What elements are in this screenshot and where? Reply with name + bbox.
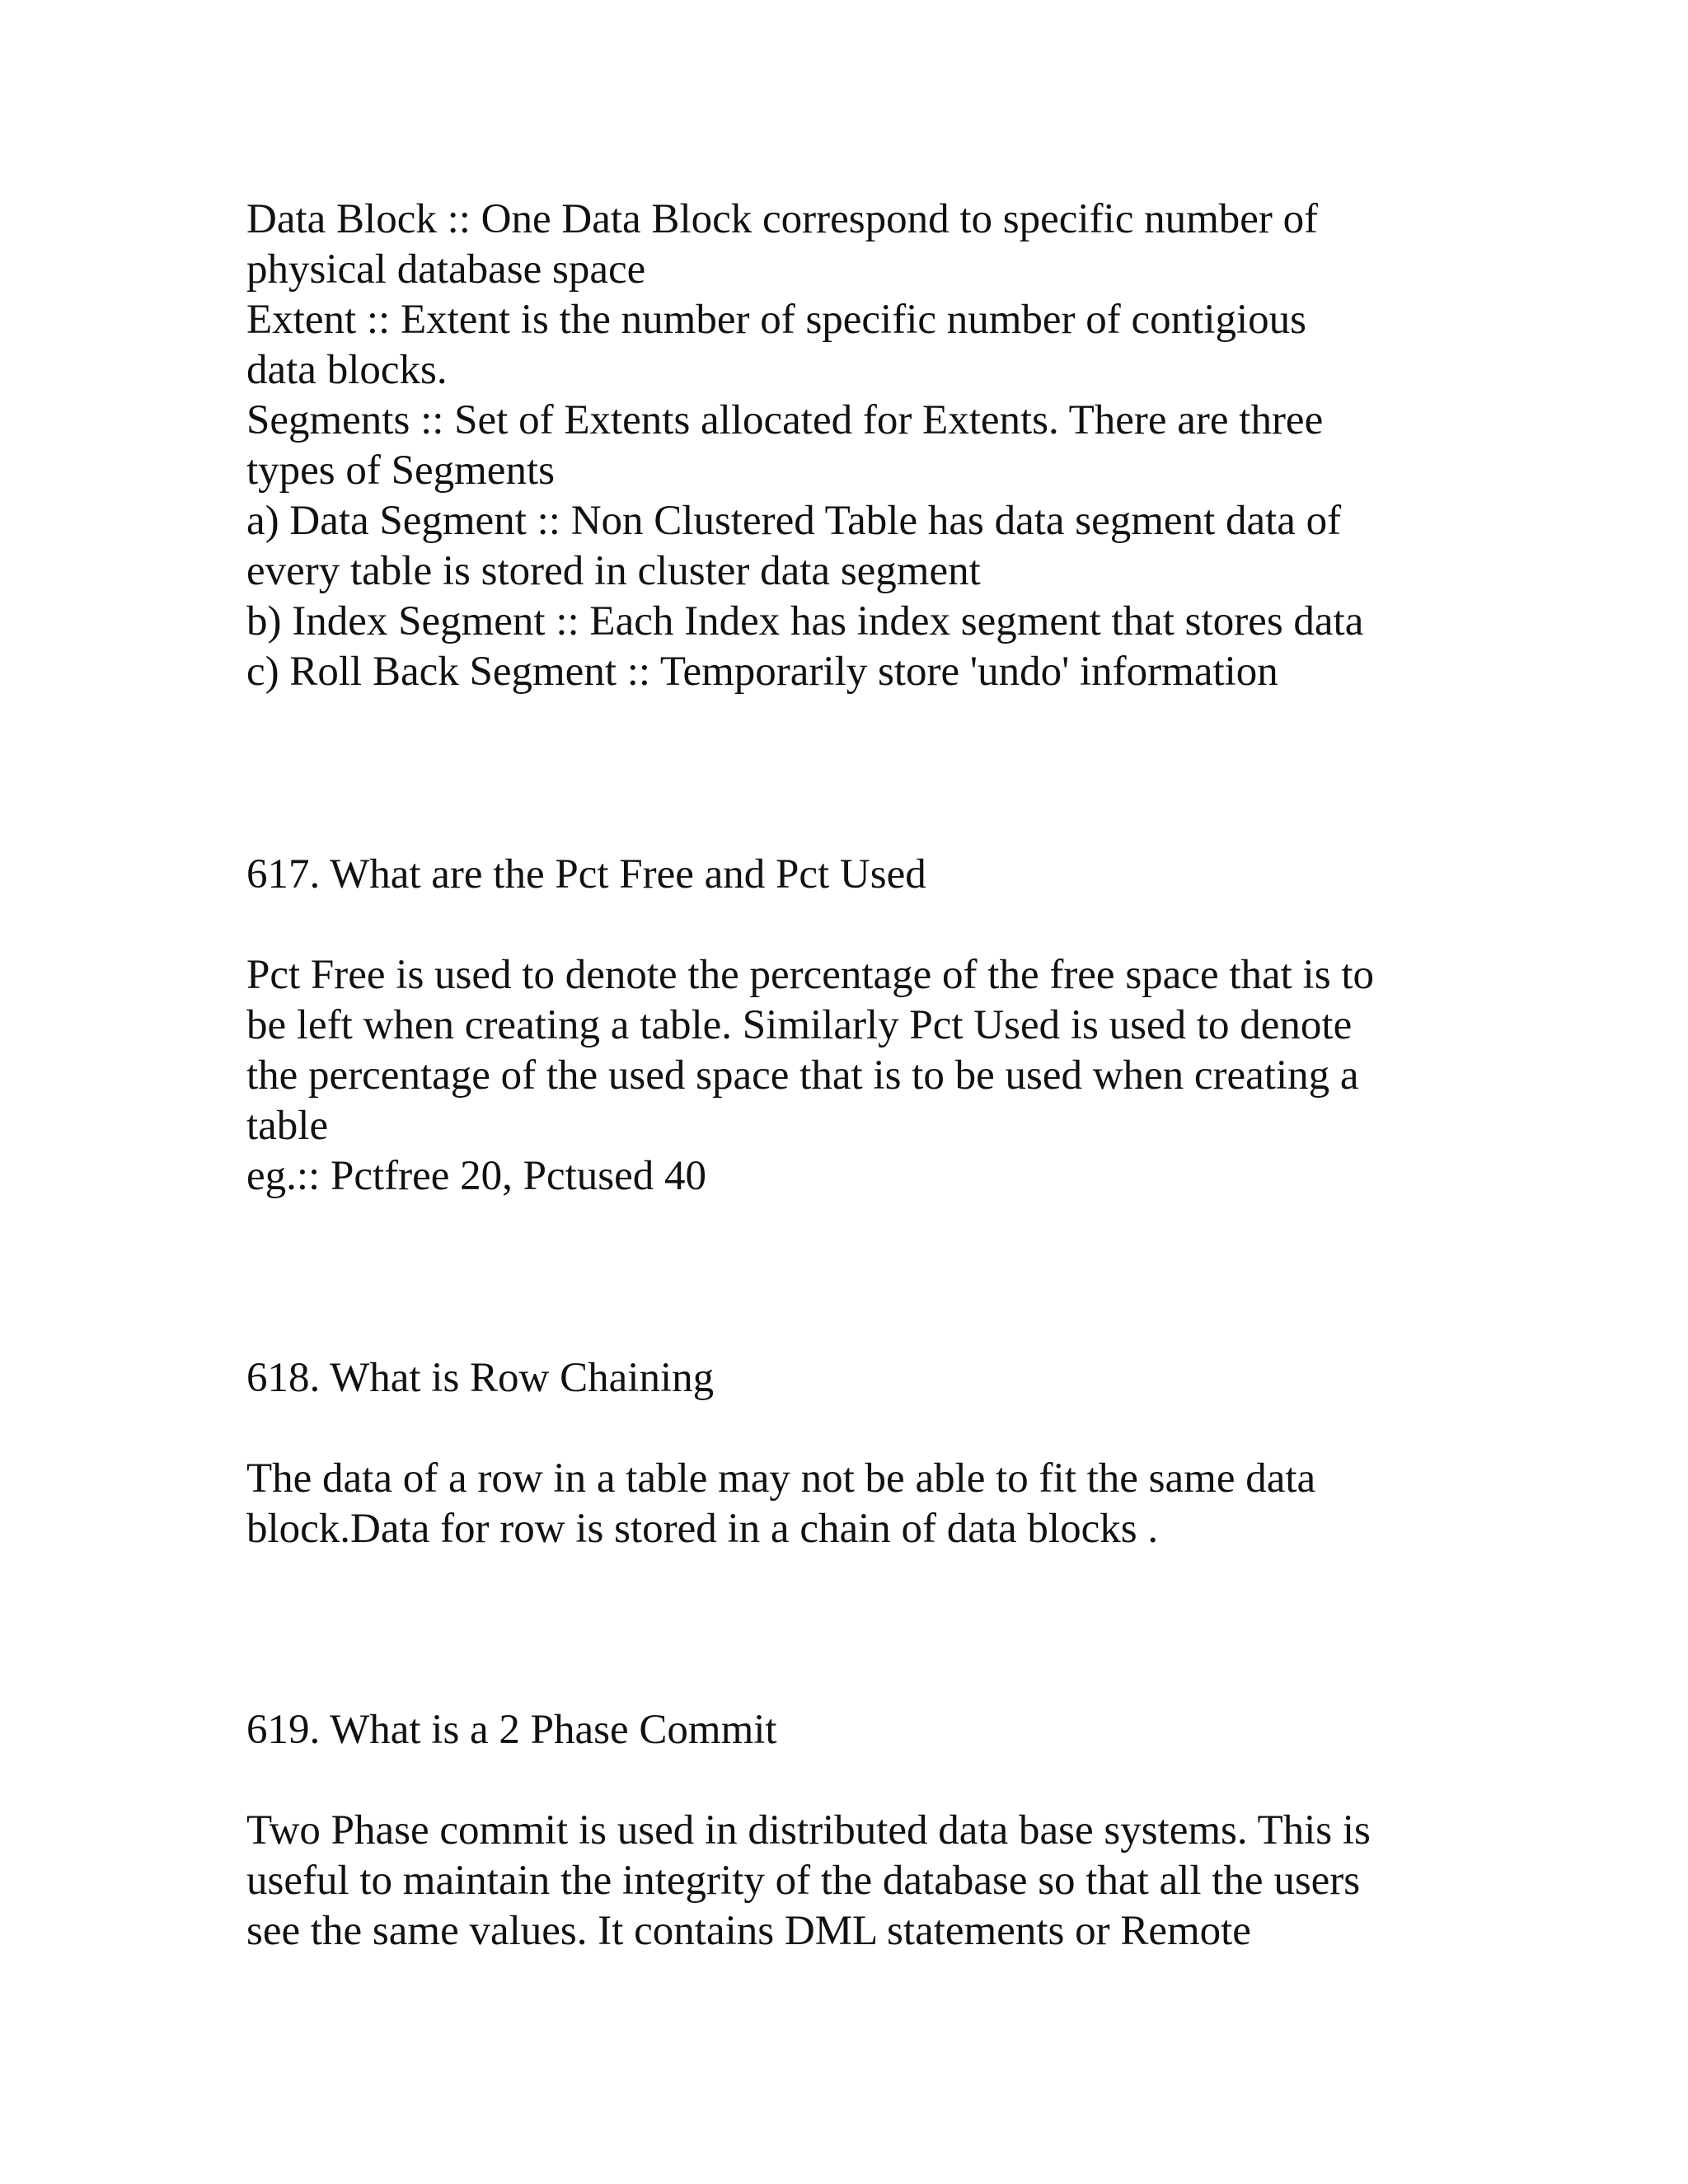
text-line: useful to maintain the integrity of the database so that all the users [246, 1858, 1361, 1904]
text-line: b) Index Segment :: Each Index has index segment that stores data [246, 598, 1364, 644]
storage-definitions [246, 194, 1532, 697]
question-618-heading: 618. What is Row Chaining [246, 1355, 715, 1401]
text-line: block.Data for row is stored in a chain of data blocks . [246, 1506, 1159, 1552]
question-619-heading: 619. What is a 2 Phase Commit [246, 1707, 777, 1753]
text-line: physical database space [246, 246, 646, 293]
question-619-answer [246, 1806, 1532, 1957]
text-line: Pct Free is used to denote the percentage of the free space that is to [246, 952, 1374, 998]
text-line: table [246, 1103, 329, 1149]
text-line: Extent :: Extent is the number of specific number of contigious [246, 297, 1307, 343]
text-line: types of Segments [246, 448, 555, 494]
question-617-answer [246, 950, 1532, 1202]
text-line: Two Phase commit is used in distributed data base systems. This is [246, 1807, 1371, 1854]
text-line: a) Data Segment :: Non Clustered Table has data segment data of [246, 498, 1342, 544]
text-line: the percentage of the used space that is to be used when creating a [246, 1052, 1359, 1099]
question-618-section [246, 1353, 1532, 1554]
text-line: c) Roll Back Segment :: Temporarily store 'undo' information [246, 649, 1278, 695]
text-line: eg.:: Pctfree 20, Pctused 40 [246, 1153, 707, 1199]
text-line: Segments :: Set of Extents allocated for Extents. There are three [246, 397, 1324, 443]
question-619-section [246, 1705, 1532, 1957]
text-line: data blocks. [246, 347, 448, 393]
text-line: every table is stored in cluster data segment [246, 548, 981, 594]
question-617-heading: 617. What are the Pct Free and Pct Used [246, 851, 926, 898]
question-618-answer [246, 1454, 1532, 1554]
text-line: be left when creating a table. Similarly Pct Used is used to denote [246, 1002, 1353, 1048]
text-line: Data Block :: One Data Block correspond to specific number of [246, 196, 1319, 242]
question-617-section [246, 850, 1532, 1202]
text-line: see the same values. It contains DML statements or Remote [246, 1908, 1251, 1954]
text-line: The data of a row in a table may not be able to fit the same data [246, 1455, 1316, 1502]
